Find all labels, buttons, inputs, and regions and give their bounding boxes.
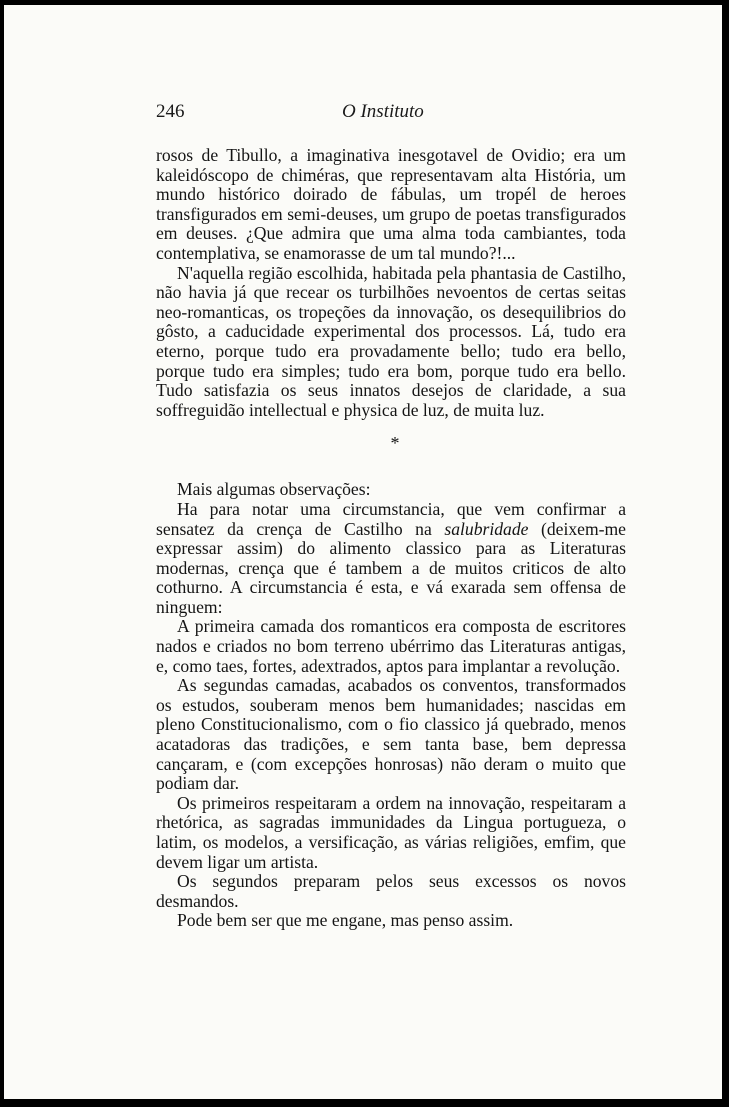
paragraph-closing: Pode bem ser que me engane, mas penso assim.: [177, 910, 514, 931]
text-segment: Ha para notar uma circumstancia, que vem confirmar a sensatez da crença de Castilho na: [156, 498, 626, 539]
page-body: [156, 146, 626, 931]
page-number: 246: [156, 101, 185, 122]
section-separator: *: [390, 433, 400, 454]
paragraph-continuation: rosos de Tibullo, a imaginativa inesgotavel de Ovidio; era um kaleidóscopo de chiméras, que representavam alta História, um mundo histórico doirado de fábulas, um tropél de heroes transfigurados em semi-deuses, um grupo de poetas transfigurados em deuses. ¿Que admira que uma alma toda cambiantes, toda contemplativa, se enamorasse de um tal mundo?!...: [156, 145, 626, 263]
section-gap: [156, 454, 626, 480]
paragraph: Os primeiros respeitaram a ordem na innovação, respeitaram a rhetórica, as sagradas immunidades da Lingua portugueza, o latim, os modelos, a versificação, as várias religiões, emfim, que devem ligar um artista.: [156, 792, 626, 872]
paragraph: As segundas camadas, acabados os conventos, transformados os estudos, souberam menos bem humanidades; nascidas em pleno Constitucionalismo, com o fio classico já quebrado, menos acatadoras das tradições, e sem tanta base, bem depressa cançaram, e (com excepções honrosas) não deram o muito que podiam dar.: [156, 675, 626, 794]
paragraph: [156, 500, 626, 618]
paragraph: A primeira camada dos romanticos era composta de escritores nados e criados no bom terreno ubérrimo das Literaturas antigas, e, como taes, fortes, adextrados, aptos para implantar a revolução.: [156, 616, 626, 676]
paragraph-intro: Mais algumas observações:: [177, 479, 371, 500]
book-page: [4, 5, 722, 1099]
italic-term: salubridade: [444, 518, 529, 539]
paragraph: Os segundos preparam pelos seus excessos os novos desmandos.: [156, 871, 626, 911]
page-header: [156, 101, 632, 129]
running-title: O Instituto: [342, 101, 424, 122]
paragraph: N'aquella região escolhida, habitada pela phantasia de Castilho, não havia já que recear os turbilhões nevoentos de certas seitas neo-romanticas, os tropeções da innovação, os desequilibrios do gôsto, a caducidade experimental dos processos. Lá, tudo era eterno, porque tudo era provadamente bello; tudo era bello, porque tudo era simples; tudo era bom, porque tudo era bello. Tudo satisfazia os seus innatos desejos de claridade, a sua soffreguidão intellectual e physica de luz, de muita luz.: [156, 262, 626, 420]
text-segment: (deixem-me expressar assim) do alimento classico para as Literaturas modernas, crença que é tambem a de muitos criticos de alto cothurno. A circumstancia é esta, e vá exarada sem offensa de ninguem:: [156, 518, 626, 617]
